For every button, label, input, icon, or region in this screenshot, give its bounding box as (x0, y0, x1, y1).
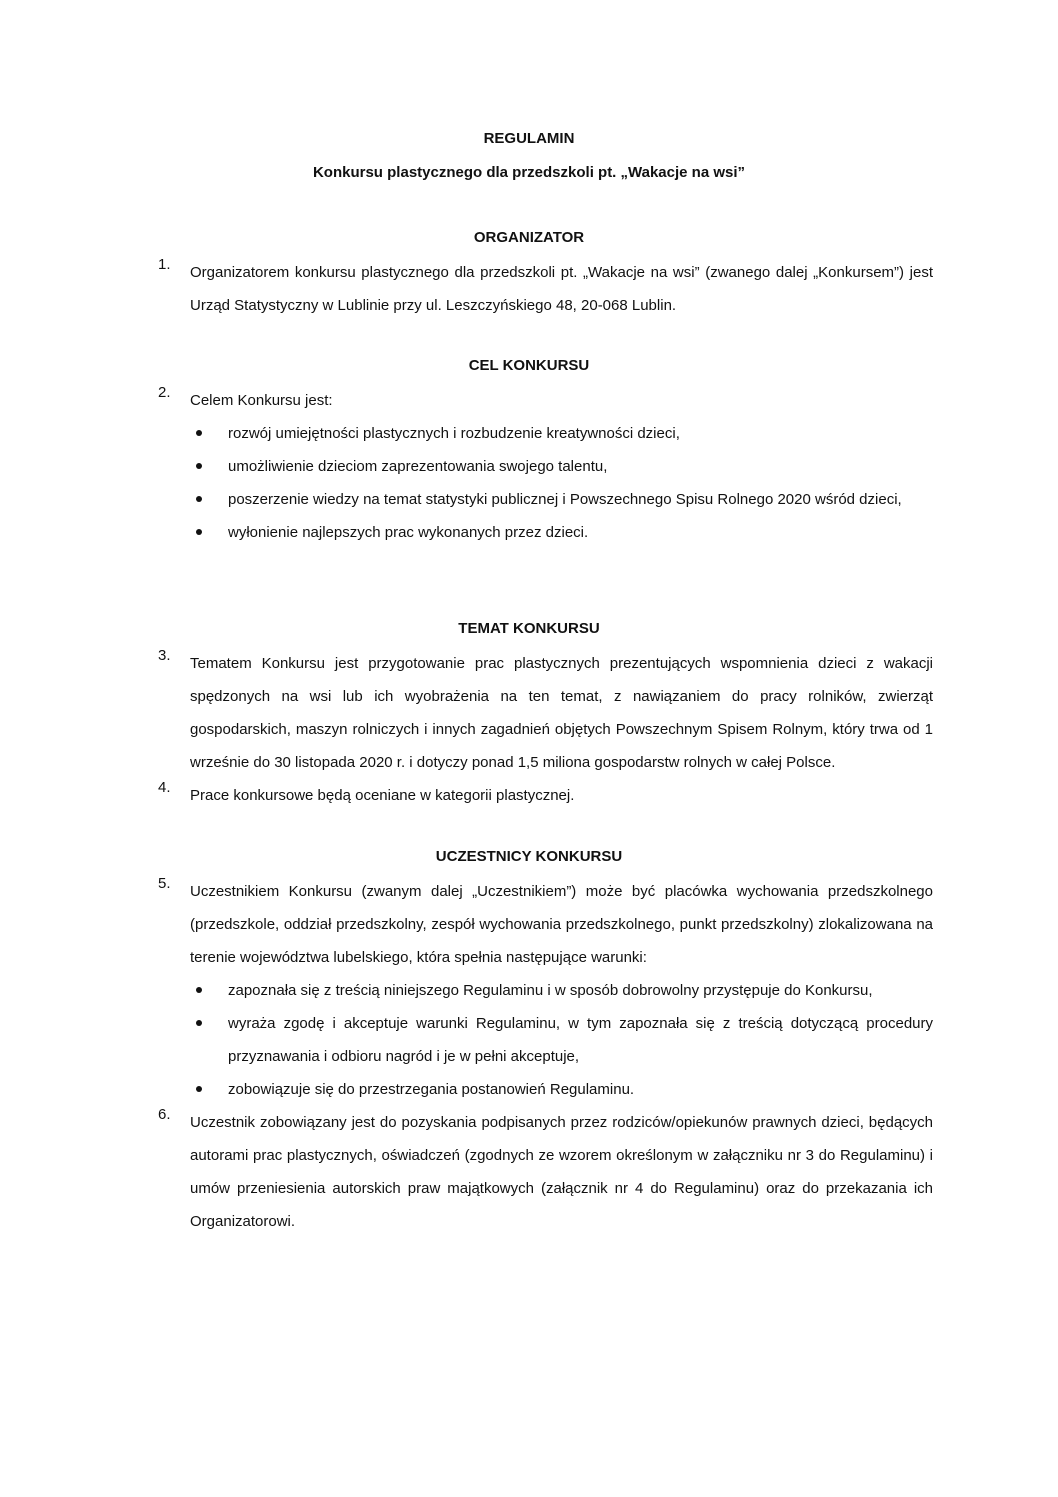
section-heading-cel: CEL KONKURSU (468, 357, 590, 374)
bullet-icon (196, 529, 202, 535)
paragraph-text: Prace konkursowe będą oceniane w kategorii plastycznej. (190, 787, 575, 804)
paragraph-number: 6. (158, 1106, 171, 1123)
document-title: REGULAMIN (483, 130, 575, 147)
list-item: umożliwienie dzieciom zaprezentowania swojego talentu, (158, 450, 933, 483)
section-heading-temat: TEMAT KONKURSU (458, 620, 600, 637)
list-item: wyraża zgodę i akceptuje warunki Regulaminu, w tym zapoznała się z treścią dotyczącą procedury przyznawania i odbioru nagród i je w pełni akceptuje, (158, 1007, 933, 1073)
bullet-icon (196, 987, 202, 993)
bullet-icon (196, 1086, 202, 1092)
paragraph-number: 1. (158, 256, 171, 273)
bullet-icon (196, 430, 202, 436)
section-heading-uczestnicy: UCZESTNICY KONKURSU (435, 848, 623, 865)
bullet-icon (196, 1020, 202, 1026)
paragraph-2 (158, 384, 933, 549)
paragraph-number: 4. (158, 779, 171, 796)
paragraph-text: Organizatorem konkursu plastycznego dla przedszkoli pt. „Wakacje na wsi” (zwanego dalej „Konkursem”) jest Urząd Statystyczny w Lublinie przy ul. Leszczyńskiego 48, 20-068 Lublin. (190, 264, 933, 314)
paragraph-1 (158, 256, 933, 322)
paragraph-5 (158, 875, 933, 1106)
paragraph-number: 5. (158, 875, 171, 892)
list-item: rozwój umiejętności plastycznych i rozbudzenie kreatywności dzieci, (158, 417, 933, 450)
goal-list (158, 417, 933, 549)
paragraph-number: 3. (158, 647, 171, 664)
paragraph-text: Uczestnik zobowiązany jest do pozyskania podpisanych przez rodziców/opiekunów prawnych dzieci, będących autorami prac plastycznych, oświadczeń (zgodnych ze wzorem określonym w załączniku nr 3 do Regulaminu) i umów przeniesienia autorskich praw majątkowych (załącznik nr 4 do Regulaminu) oraz do przekazania ich Organizatorowi. (190, 1114, 933, 1230)
list-item: poszerzenie wiedzy na temat statystyki publicznej i Powszechnego Spisu Rolnego 2020 wśród dzieci, (158, 483, 933, 516)
paragraph-number: 2. (158, 384, 171, 401)
condition-list (158, 974, 933, 1106)
paragraph-6 (158, 1106, 933, 1238)
document-subtitle: Konkursu plastycznego dla przedszkoli pt. „Wakacje na wsi” (312, 164, 746, 181)
bullet-icon (196, 496, 202, 502)
paragraph-text: Uczestnikiem Konkursu (zwanym dalej „Uczestnikiem”) może być placówka wychowania przedszkolnego (przedszkole, oddział przedszkolny, zespół wychowania przedszkolnego, punkt przedszkolny) zlokalizowana na terenie województwa lubelskiego, która spełnia następujące warunki: (190, 883, 933, 966)
paragraph-3 (158, 647, 933, 779)
list-item: zobowiązuje się do przestrzegania postanowień Regulaminu. (158, 1073, 933, 1106)
bullet-icon (196, 463, 202, 469)
paragraph-text: Tematem Konkursu jest przygotowanie prac plastycznych prezentujących wspomnienia dzieci z wakacji spędzonych na wsi lub ich wyobrażenia na ten temat, z nawiązaniem do pracy rolników, zwierząt gospodarskich, maszyn rolniczych i innych zagadnień objętych Powszechnym Spisem Rolnym, który trwa od 1 wrześnie do 30 listopada 2020 r. i dotyczy ponad 1,5 miliona gospodarstw rolnych w całej Polsce. (190, 655, 933, 771)
paragraph-4 (158, 779, 933, 812)
paragraph-text: Celem Konkursu jest: (190, 392, 333, 409)
list-item: zapoznała się z treścią niniejszego Regulaminu i w sposób dobrowolny przystępuje do Konkursu, (158, 974, 933, 1007)
list-item: wyłonienie najlepszych prac wykonanych przez dzieci. (158, 516, 933, 549)
section-heading-organizator: ORGANIZATOR (473, 229, 585, 246)
